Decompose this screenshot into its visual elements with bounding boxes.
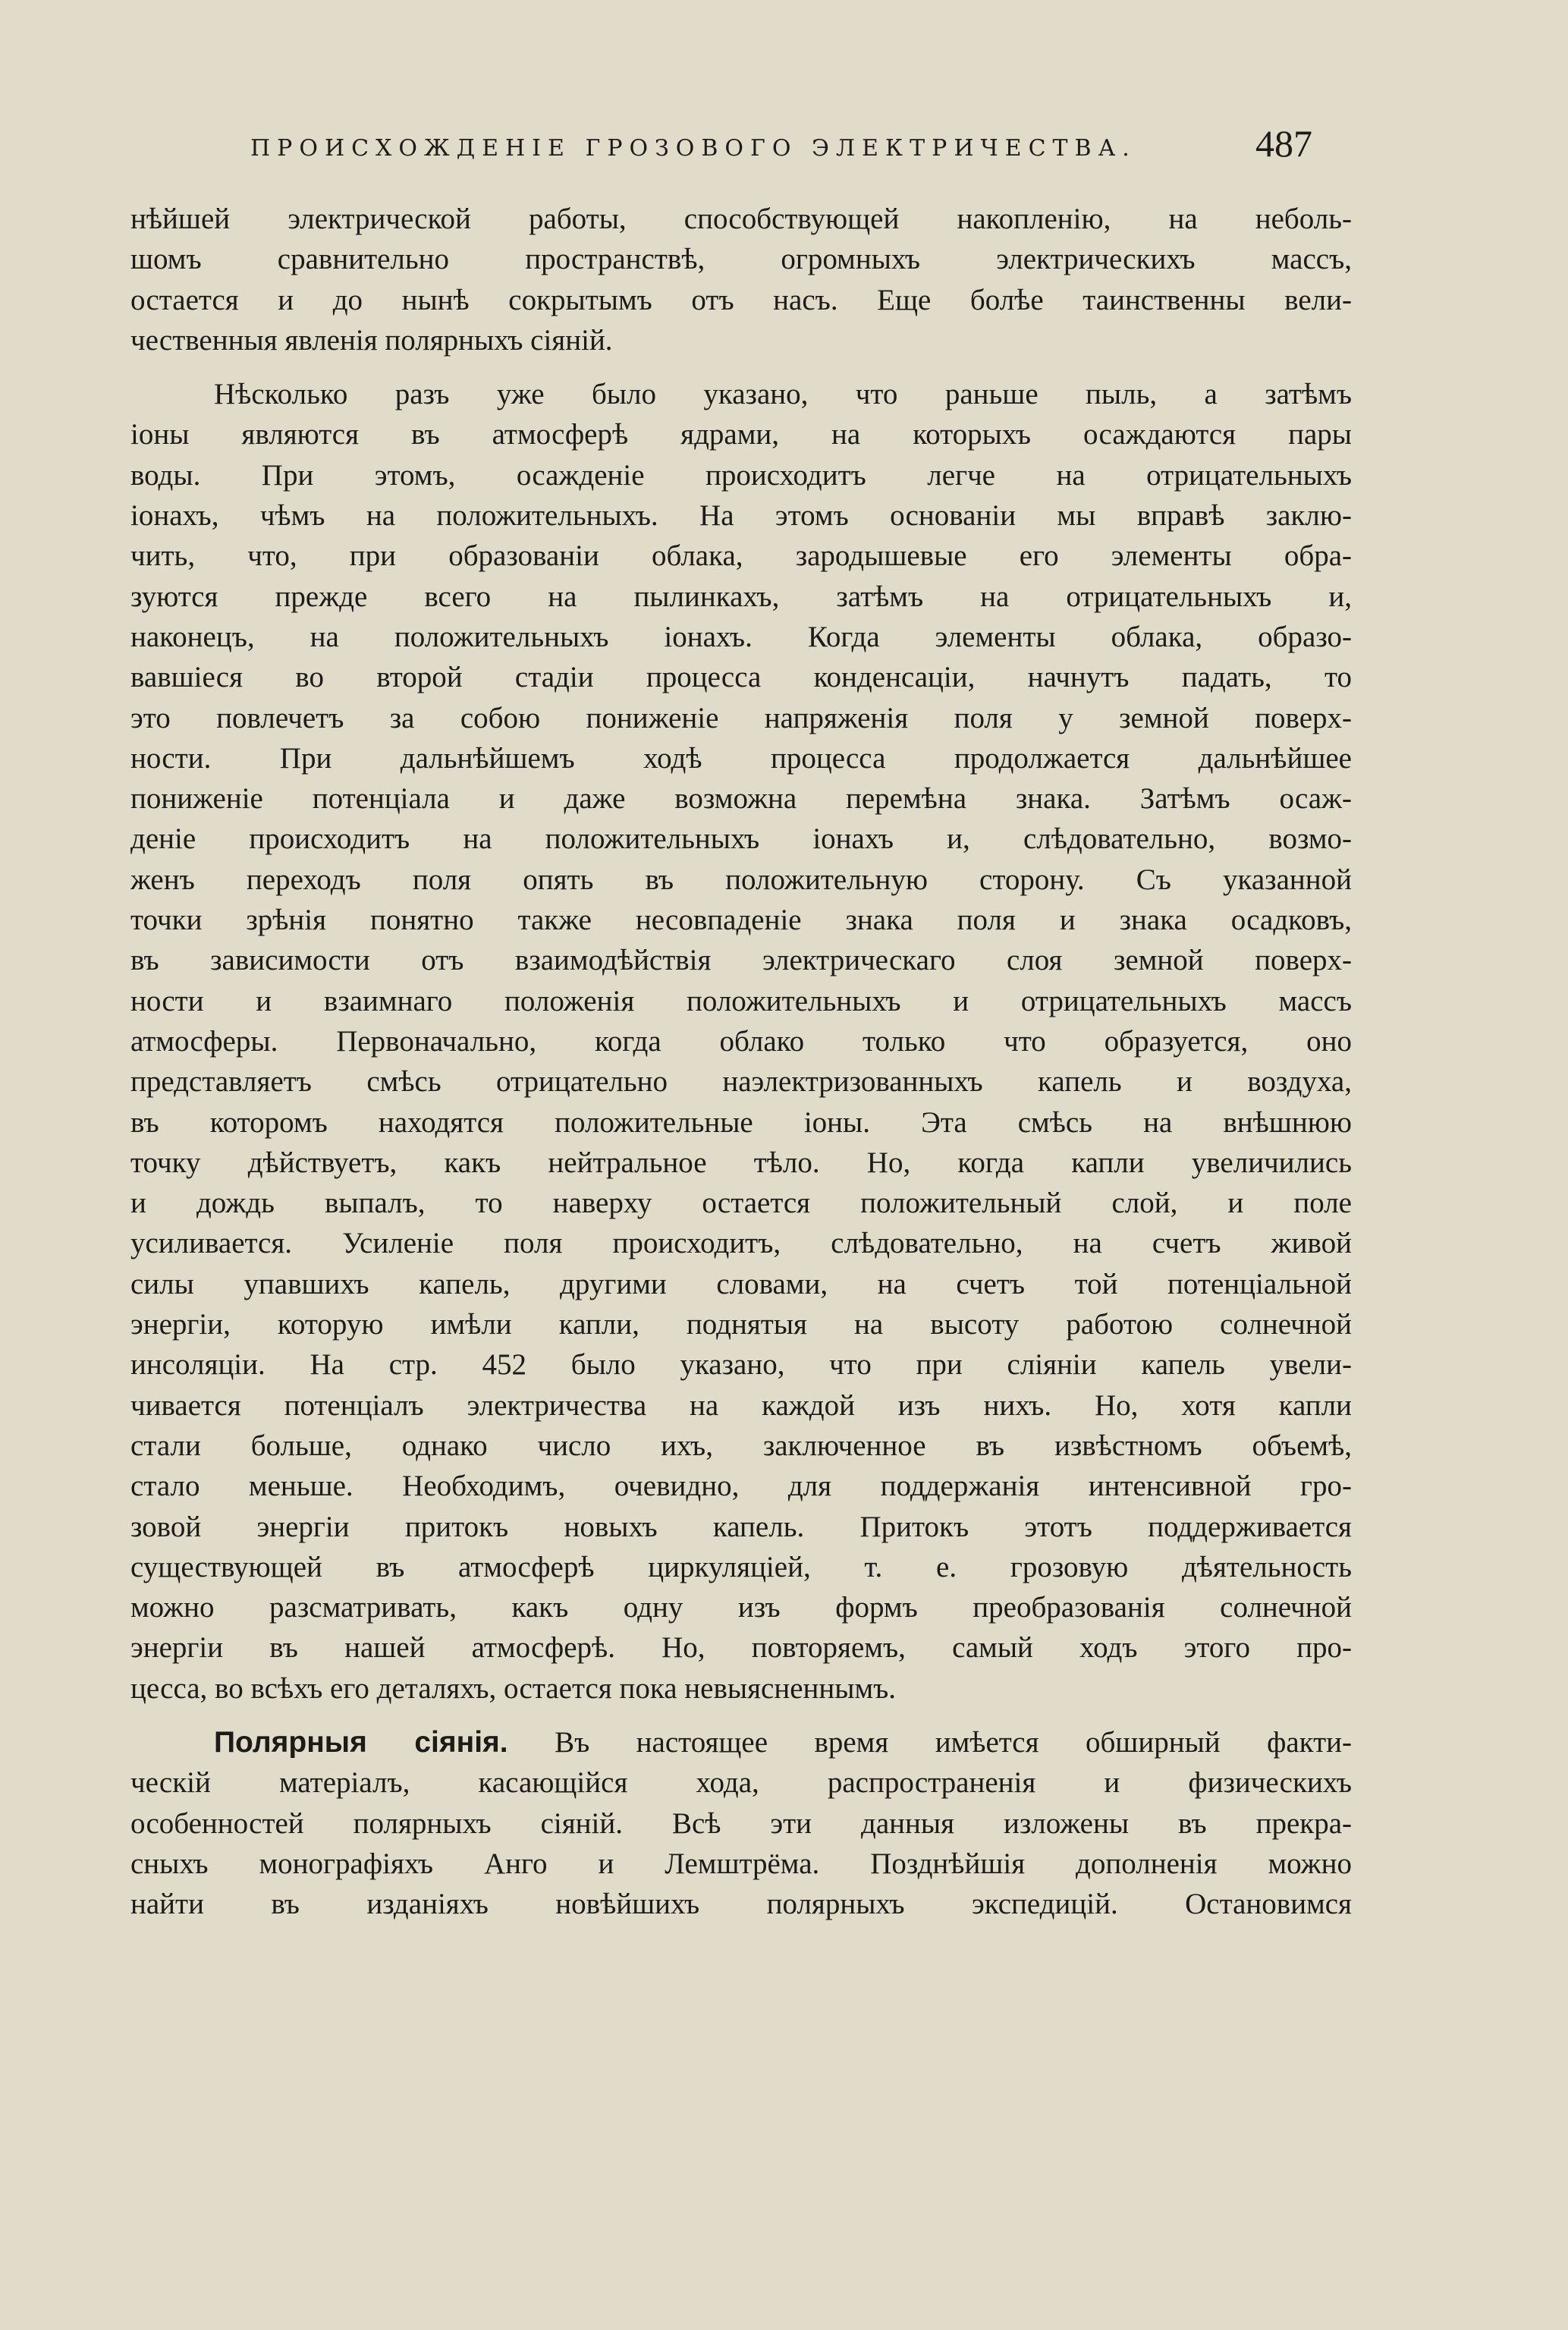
text-line: чивается потенціалъ электричества на каждой изъ нихъ. Но, хотя капли: [130, 1388, 1352, 1422]
text-line: сныхъ монографіяхъ Анго и Лемштрёма. Позднѣйшія дополненія можно: [130, 1847, 1352, 1880]
text-line: остается и до нынѣ сокрытымъ отъ насъ. Еще болѣе таинственны вели-: [130, 283, 1352, 316]
text-line: чественныя явленія полярныхъ сіяній.: [130, 323, 613, 357]
text-line: цесса, во всѣхъ его деталяхъ, остается пока невыясненнымъ.: [130, 1671, 897, 1705]
text-line: Нѣсколько разъ уже было указано, что раньше пыль, а затѣмъ: [214, 378, 1352, 411]
page-number: 487: [1255, 122, 1312, 165]
text-line: и дождь выпалъ, то наверху остается положительный слой, и поле: [130, 1187, 1352, 1220]
text-line: вавшіеся во второй стадіи процесса конденсаціи, начнутъ падать, то: [130, 661, 1352, 694]
text-line: іонахъ, чѣмъ на положительныхъ. На этомъ основаніи мы вправѣ заклю-: [130, 499, 1352, 533]
text-line: точку дѣйствуетъ, какъ нейтральное тѣло. Но, когда капли увеличились: [130, 1146, 1352, 1179]
text-line: пониженіе потенціала и даже возможна перемѣна знака. Затѣмъ осаж-: [130, 782, 1352, 816]
text-line: ности и взаимнаго положенія положительныхъ и отрицательныхъ массъ: [130, 984, 1352, 1017]
text-line: стало меньше. Необходимъ, очевидно, для поддержанія интенсивной гро-: [130, 1470, 1352, 1503]
text-line: атмосферы. Первоначально, когда облако только что образуется, оно: [130, 1024, 1352, 1058]
text-line: ческій матеріалъ, касающійся хода, распространенія и физическихъ: [130, 1766, 1352, 1800]
section-polar-auroras: [130, 1722, 1352, 1924]
text-line: особенностей полярныхъ сіяній. Всѣ эти данныя изложены въ прекра-: [130, 1806, 1352, 1840]
text-line: ности. При дальнѣйшемъ ходѣ процесса продолжается дальнѣйшее: [130, 741, 1352, 775]
text-line: стали больше, однако число ихъ, заключенное въ извѣстномъ объемѣ,: [130, 1429, 1352, 1462]
text-line: силы упавшихъ капель, другими словами, на счетъ той потенціальной: [130, 1267, 1352, 1300]
text-line: въ которомъ находятся положительные іоны. Эта смѣсь на внѣшнюю: [130, 1105, 1352, 1139]
text-line: зуются прежде всего на пылинкахъ, затѣмъ на отрицательныхъ и,: [130, 580, 1352, 613]
text-line: это повлечетъ за собою пониженіе напряженія поля у земной поверх-: [130, 701, 1352, 734]
text-line: найти въ изданіяхъ новѣйшихъ полярныхъ экспедицій. Остановимся: [130, 1888, 1352, 1921]
text-line: зовой энергіи притокъ новыхъ капель. Притокъ этотъ поддерживается: [130, 1510, 1352, 1543]
text-line: воды. При этомъ, осажденіе происходитъ легче на отрицательныхъ: [130, 458, 1352, 492]
text-line: точки зрѣнія понятно также несовпаденіе знака поля и знака осадковъ,: [130, 904, 1352, 937]
text-line: представляетъ смѣсь отрицательно наэлектризованныхъ капель и воздуха,: [130, 1065, 1352, 1099]
text-line: деніе происходитъ на положительныхъ іонахъ и, слѣдовательно, возмо-: [130, 822, 1352, 856]
section-lines: [130, 1762, 1352, 1924]
paragraphs: [130, 199, 1352, 1709]
text-line: въ зависимости отъ взаимодѣйствія электрическаго слоя земной поверх-: [130, 944, 1352, 977]
text-line: энергіи, которую имѣли капли, поднятыя на высоту работою солнечной: [130, 1308, 1352, 1341]
text-line: существующей въ атмосферѣ циркуляціей, т. е. грозовую дѣятельность: [130, 1550, 1352, 1583]
text-line: чить, что, при образованіи облака, зародышевые его элементы обра-: [130, 539, 1352, 573]
paragraph: [130, 199, 1352, 360]
paragraph-gap: [130, 1709, 1352, 1722]
text-line: наконецъ, на положительныхъ іонахъ. Когда элементы облака, образо-: [130, 620, 1352, 653]
text-line: іоны являются въ атмосферѣ ядрами, на которыхъ осаждаются пары: [130, 418, 1352, 451]
text-line: инсоляціи. На стр. 452 было указано, что при сліяніи капель увели-: [130, 1348, 1352, 1382]
text-line: нѣйшей электрической работы, способствующей накопленію, на неболь-: [130, 203, 1352, 235]
paragraph-gap: [130, 360, 1352, 374]
section-heading: Полярныя сіянія.: [214, 1725, 508, 1759]
body-text: [130, 199, 1352, 1924]
section-first-line-text: Въ настоящее время имѣется обширный факти-: [507, 1725, 1352, 1759]
running-title: ПРОИСХОЖДЕНІЕ ГРОЗОВОГО ЭЛЕКТРИЧЕСТВА.: [250, 135, 1136, 162]
text-line: можно разсматривать, какъ одну изъ формъ преобразованія солнечной: [130, 1591, 1352, 1624]
text-line: женъ переходъ поля опять въ положительную сторону. Съ указанной: [130, 863, 1352, 896]
paragraph: [130, 374, 1352, 1709]
section-first-line: [130, 1722, 1352, 1762]
text-line: шомъ сравнительно пространствѣ, огромныхъ электрическихъ массъ,: [130, 243, 1352, 276]
text-line: усиливается. Усиленіе поля происходитъ, слѣдовательно, на счетъ живой: [130, 1227, 1352, 1260]
text-line: энергіи въ нашей атмосферѣ. Но, повторяемъ, самый ходъ этого про-: [130, 1631, 1352, 1665]
page-header: [250, 121, 1312, 175]
